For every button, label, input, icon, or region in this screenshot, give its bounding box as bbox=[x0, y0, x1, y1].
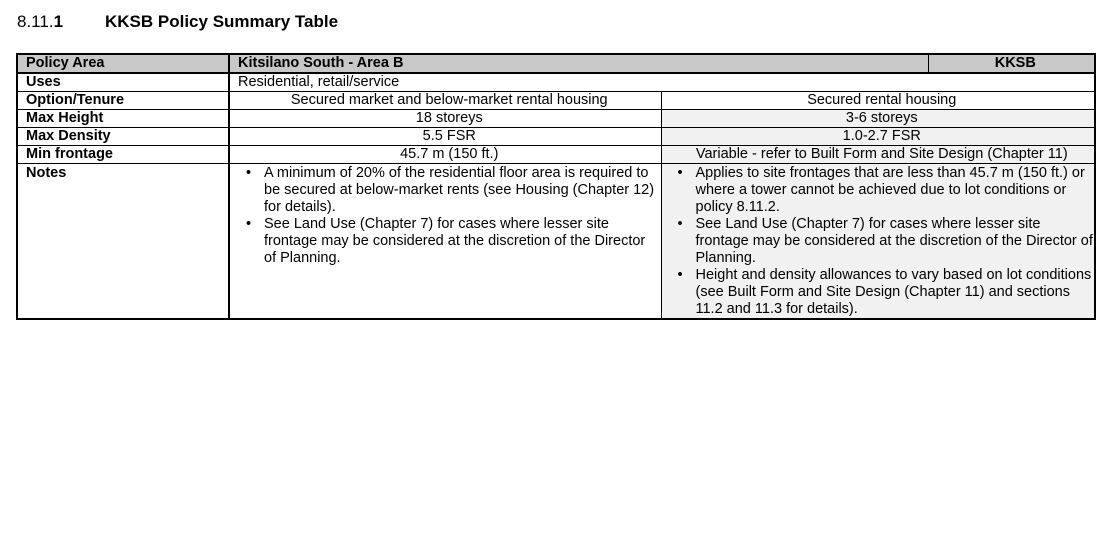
bullet-icon: • bbox=[246, 216, 252, 232]
bullet-icon: • bbox=[677, 165, 683, 181]
max-density-right: 1.0-2.7 FSR bbox=[661, 128, 1095, 146]
note-text: See Land Use (Chapter 7) for cases where lesser site frontage may be considered at the discretion of the Director of Planning. bbox=[695, 216, 1093, 266]
row-label-uses: Uses bbox=[17, 73, 229, 92]
policy-summary-table bbox=[16, 53, 1096, 320]
row-label-max-height: Max Height bbox=[17, 110, 229, 128]
uses-value: Residential, retail/service bbox=[229, 73, 1095, 92]
table-row-option-tenure bbox=[17, 92, 1095, 110]
header-area-name: Kitsilano South - Area B bbox=[229, 54, 928, 73]
max-density-left: 5.5 FSR bbox=[229, 128, 661, 146]
bullet-icon: • bbox=[677, 267, 683, 283]
table-row-max-height bbox=[17, 110, 1095, 128]
list-item bbox=[246, 165, 661, 216]
section-number-last: 1 bbox=[53, 12, 64, 31]
notes-left-list bbox=[238, 165, 661, 267]
note-text: Height and density allowances to vary based on lot conditions (see Built Form and Site Design (Chapter 11) and sections 11.2 and 11.3 for details). bbox=[695, 267, 1092, 317]
notes-right bbox=[661, 164, 1095, 320]
note-text: A minimum of 20% of the residential floor area is required to be secured at below-market rents (see Housing (Chapter 12) for details). bbox=[264, 165, 655, 215]
option-tenure-right: Secured rental housing bbox=[661, 92, 1095, 110]
option-tenure-left: Secured market and below-market rental housing bbox=[229, 92, 661, 110]
list-item bbox=[677, 267, 1095, 318]
row-label-max-density: Max Density bbox=[17, 128, 229, 146]
table-row-max-density bbox=[17, 128, 1095, 146]
max-height-right: 3-6 storeys bbox=[661, 110, 1095, 128]
header-label: Policy Area bbox=[17, 54, 229, 73]
bullet-icon: • bbox=[246, 165, 252, 181]
row-label-option-tenure: Option/Tenure bbox=[17, 92, 229, 110]
notes-left bbox=[229, 164, 661, 320]
note-text: See Land Use (Chapter 7) for cases where lesser site frontage may be considered at the discretion of the Director of Planning. bbox=[264, 216, 646, 266]
table-row-min-frontage bbox=[17, 146, 1095, 164]
note-text: Applies to site frontages that are less than 45.7 m (150 ft.) or where a tower cannot be achieved due to lot conditions or policy 8.11.2. bbox=[695, 165, 1085, 215]
row-label-min-frontage: Min frontage bbox=[17, 146, 229, 164]
min-frontage-right: Variable - refer to Built Form and Site Design (Chapter 11) bbox=[661, 146, 1095, 164]
max-height-left: 18 storeys bbox=[229, 110, 661, 128]
section-number bbox=[17, 12, 105, 32]
table-row-header bbox=[17, 54, 1095, 73]
list-item bbox=[677, 216, 1095, 267]
table-row-uses bbox=[17, 73, 1095, 92]
notes-right-list bbox=[670, 165, 1095, 318]
section-heading bbox=[17, 12, 338, 32]
row-label-notes: Notes bbox=[17, 164, 229, 320]
bullet-icon: • bbox=[677, 216, 683, 232]
section-number-prefix: 8.11. bbox=[17, 12, 54, 31]
list-item bbox=[246, 216, 661, 267]
table-row-notes bbox=[17, 164, 1095, 320]
min-frontage-left: 45.7 m (150 ft.) bbox=[229, 146, 661, 164]
list-item bbox=[677, 165, 1095, 216]
section-title: KKSB Policy Summary Table bbox=[105, 12, 339, 31]
header-area-code: KKSB bbox=[928, 54, 1095, 73]
